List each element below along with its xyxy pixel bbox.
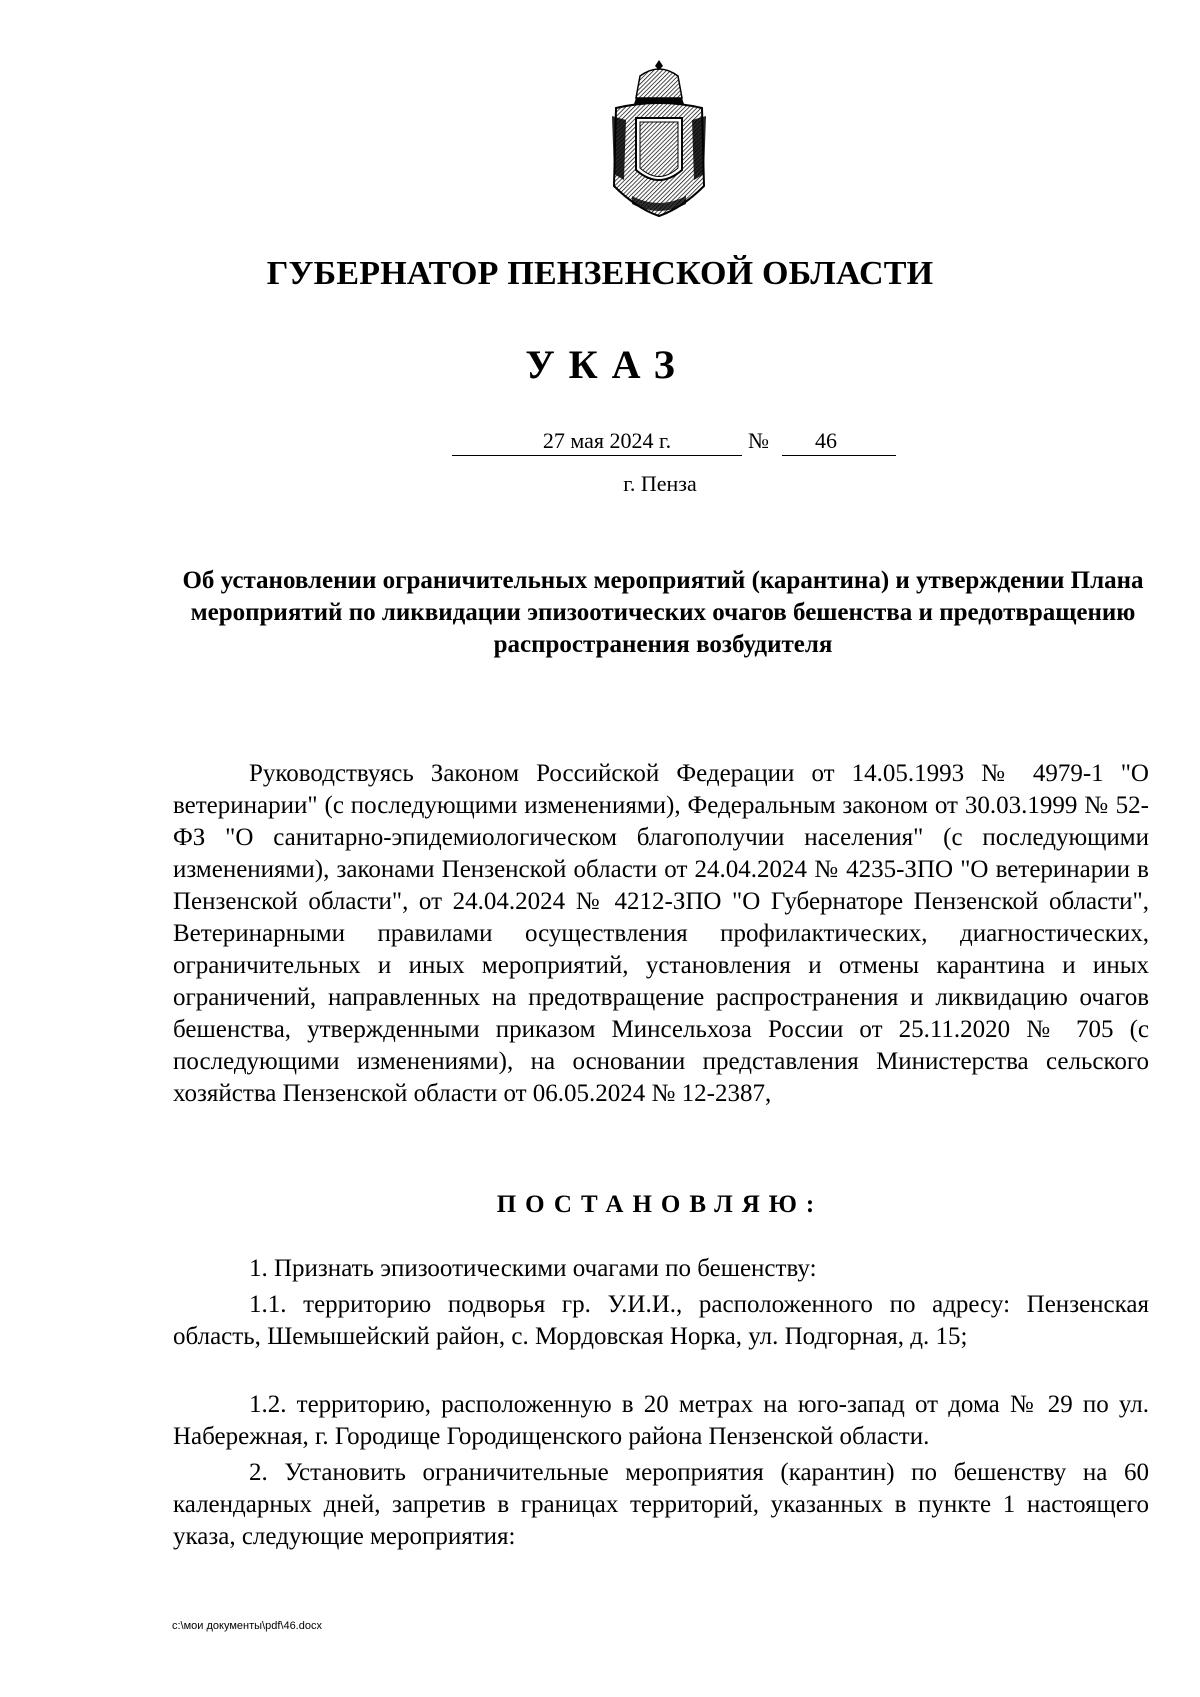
number-sign: № (748, 428, 769, 453)
document-city: г. Пенза (623, 471, 697, 496)
document-title: Об установлении ограничительных мероприятий (карантина) и утверждении Плана мероприятий по ликвидации эпизоотических очагов бешенства и предотвращению распространения возбудителя (182, 567, 1144, 658)
item-1: 1. Признать эпизоотическими очагами по бешенству: (249, 1255, 817, 1282)
item-2: 2. Установить ограничительные мероприятия (карантин) по бешенству на 60 календарных дней, запретив в границах территорий, указанных в пункте 1 настоящего указа, следующие мероприятия: (173, 1459, 1149, 1550)
item-1-2: 1.2. территорию, расположенную в 20 метрах на юго-запад от дома № 29 по ул. Набережная, г. Городище Городищенского района Пензенской области. (173, 1391, 1149, 1450)
footer-file-path: c:\мои документы\pdf\46.docx (172, 1620, 322, 1632)
coat-of-arms-emblem (602, 58, 716, 218)
item-1-1: 1.1. территорию подворья гр. У.И.И., расположенного по адресу: Пензенская область, Шемышейский район, с. Мордовская Норка, ул. Подгорная, д. 15; (173, 1291, 1149, 1350)
preamble-paragraph: Руководствуясь Законом Российской Федерации от 14.05.1993 № 4979-1 "О ветеринарии" (с последующими изменениями), Федеральным законом от 30.03.1999 № 52-ФЗ "О санитарно-эпидемиологическом благополучии населения" (с последующими изменениями), законами Пензенской области от 24.04.2024 № 4235-ЗПО "О ветеринарии в Пензенской области", от 24.04.2024 № 4212-ЗПО "О Губернаторе Пензенской области", Ветеринарными правилами осуществления профилактических, диагностических, ограничительных и иных мероприятий, установления и отмены карантина и иных ограничений, направленных на предотвращение распространения и ликвидацию очагов бешенства, утвержденными приказом Минсельхоза России от 25.11.2020 № 705 (с последующими изменениями), на основании представления Министерства сельского хозяйства Пензенской области от 06.05.2024 № 12-2387, (173, 760, 1149, 1107)
issuer-heading: ГУБЕРНАТОР ПЕНЗЕНСКОЙ ОБЛАСТИ (266, 255, 934, 292)
decree-heading: ПОСТАНОВЛЯЮ: (496, 1191, 824, 1218)
document-type-heading: УКАЗ (525, 342, 689, 387)
document-number: 46 (782, 427, 896, 456)
document-date: 27 мая 2024 г. (452, 427, 742, 456)
